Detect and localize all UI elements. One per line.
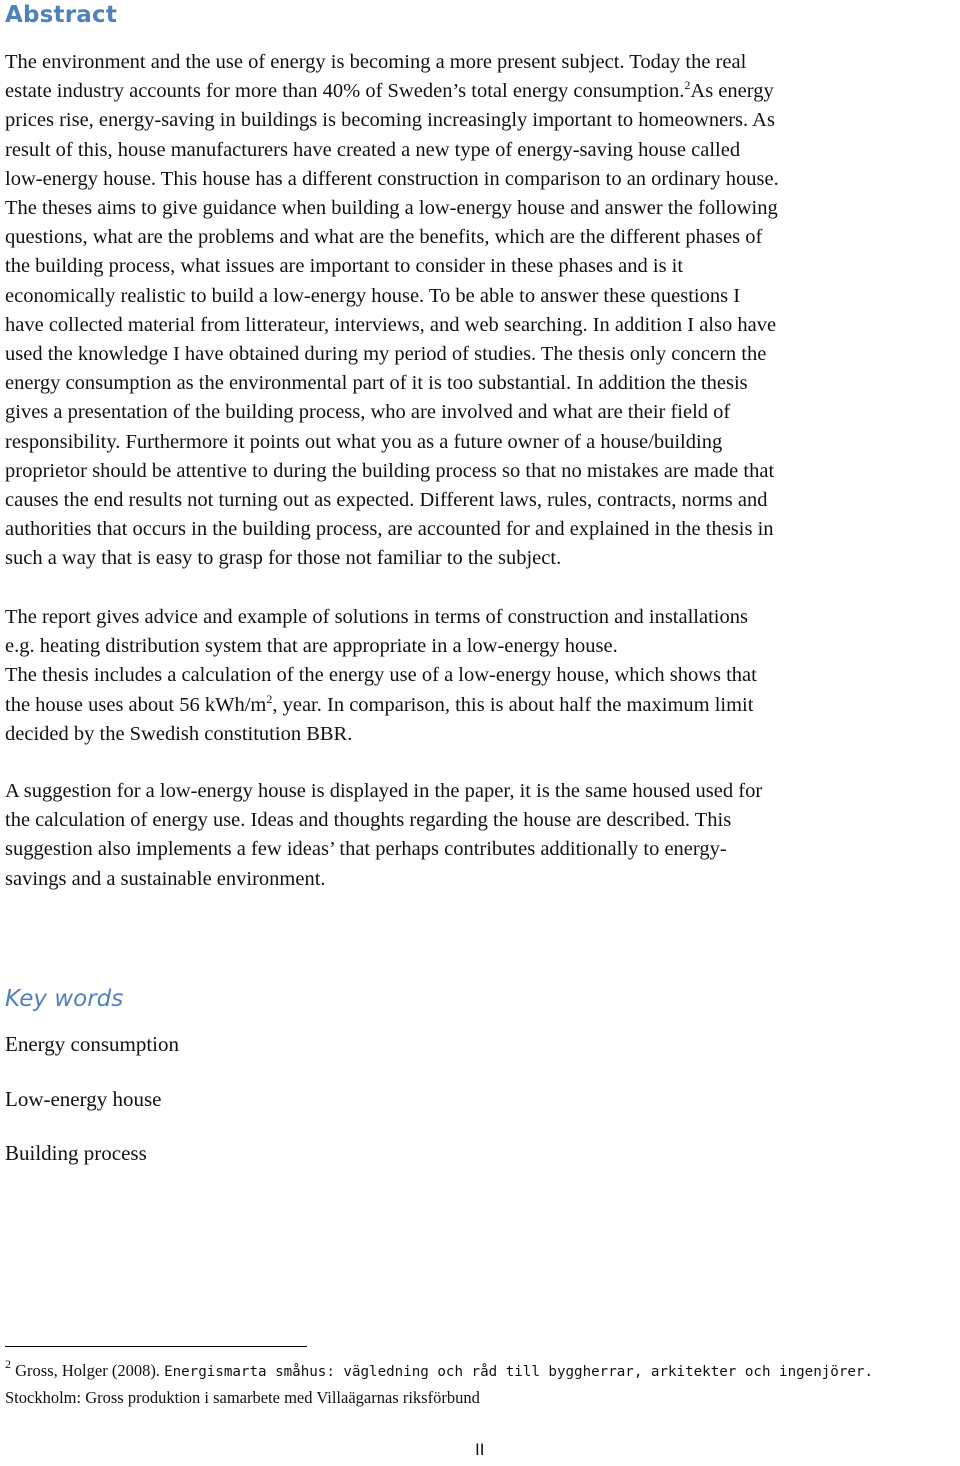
abstract-paragraph-3 xyxy=(5,777,958,894)
keyword-item: Low-energy house xyxy=(5,1087,162,1111)
text-line-content: economically realistic to build a low-energy house. To be able to answer these questions I xyxy=(5,284,741,307)
text-line xyxy=(5,661,958,690)
superscript: 2 xyxy=(684,78,691,93)
text-line-content: proprietor should be attentive to during the building process so that no mistakes are made that xyxy=(5,459,775,482)
text-line xyxy=(5,720,958,749)
text-line-content: the house uses about 56 kWh/m xyxy=(5,693,267,716)
text-line xyxy=(5,77,958,106)
text-line-content: have collected material from litterateur, interviews, and web searching. In addition I also have xyxy=(5,313,777,336)
text-line-continuation: As energy xyxy=(690,80,774,103)
text-line xyxy=(5,777,958,806)
text-line-content: causes the end results not turning out as expected. Different laws, rules, contracts, norms and xyxy=(5,489,768,512)
text-line xyxy=(5,603,958,632)
text-line xyxy=(5,428,958,457)
text-line xyxy=(5,340,958,369)
text-line xyxy=(5,544,958,573)
text-line xyxy=(5,865,958,894)
text-line-content: gives a presentation of the building process, who are involved and what are their field of xyxy=(5,401,731,424)
text-line xyxy=(5,691,958,720)
text-line-content: The theses aims to give guidance when building a low-energy house and answer the following xyxy=(5,197,778,220)
text-line-content: The environment and the use of energy is becoming a more present subject. Today the real xyxy=(5,51,747,73)
abstract-paragraph-1 xyxy=(5,48,958,574)
footnote-number: 2 xyxy=(5,1357,11,1371)
text-line-content: the calculation of energy use. Ideas and thoughts regarding the house are described. This xyxy=(5,809,732,832)
text-line-content: result of this, house manufacturers have created a new type of energy-saving house called xyxy=(5,138,741,161)
footnote-title: Energismarta småhus: vägledning och råd till byggherrar, arkitekter och ingenjörer. xyxy=(164,1364,874,1380)
text-line xyxy=(5,194,958,223)
text-line xyxy=(5,136,958,165)
page-number: II xyxy=(475,1440,485,1459)
footnote-author: Gross, Holger (2008). xyxy=(11,1361,165,1380)
text-line xyxy=(5,806,958,835)
abstract-paragraph-2 xyxy=(5,603,958,749)
keyword-item: Building process xyxy=(5,1141,147,1165)
text-line xyxy=(5,515,958,544)
text-line-content: the building process, what issues are important to consider in these phases and is it xyxy=(5,255,684,278)
text-line-content: The thesis includes a calculation of the energy use of a low-energy house, which shows that xyxy=(5,664,757,687)
text-line xyxy=(5,48,958,77)
text-line-content: The report gives advice and example of solutions in terms of construction and installations xyxy=(5,606,748,628)
text-line-content: suggestion also implements a few ideas’ that perhaps contributes additionally to energy- xyxy=(5,838,727,861)
text-line-content: e.g. heating distribution system that are appropriate in a low-energy house. xyxy=(5,635,618,658)
text-line-content: such a way that is easy to grasp for those not familiar to the subject. xyxy=(5,547,562,570)
text-line xyxy=(5,632,958,661)
text-line xyxy=(5,311,958,340)
text-line-content: estate industry accounts for more than 40% of Sweden’s total energy consumption. xyxy=(5,80,685,103)
text-line xyxy=(5,165,958,194)
text-line-content: responsibility. Furthermore it points out what you as a future owner of a house/building xyxy=(5,430,723,453)
text-line xyxy=(5,486,958,515)
text-line xyxy=(5,252,958,281)
text-line-content: prices rise, energy-saving in buildings is becoming increasingly important to homeowners. As xyxy=(5,109,775,132)
footnote xyxy=(5,1358,873,1411)
footnote-separator xyxy=(5,1346,307,1347)
text-line xyxy=(5,223,958,252)
text-line-content: energy consumption as the environmental part of it is too substantial. In addition the thesis xyxy=(5,372,748,395)
footnote-line-1 xyxy=(5,1358,873,1385)
text-line xyxy=(5,369,958,398)
abstract-heading: Abstract xyxy=(5,2,118,28)
text-line xyxy=(5,106,958,135)
text-line xyxy=(5,835,958,864)
superscript: 2 xyxy=(266,691,273,706)
key-words-heading: Key words xyxy=(5,986,124,1012)
text-line-content: authorities that occurs in the building process, are accounted for and explained in the thesis in xyxy=(5,518,774,541)
text-line-content: questions, what are the problems and what are the benefits, which are the different phases of xyxy=(5,226,763,249)
footnote-line-2: Stockholm: Gross produktion i samarbete med Villaägarnas riksförbund xyxy=(5,1388,480,1407)
text-line xyxy=(5,398,958,427)
text-line-continuation: , year. In comparison, this is about half the maximum limit xyxy=(272,693,754,716)
text-line xyxy=(5,282,958,311)
text-line-content: savings and a sustainable environment. xyxy=(5,867,326,890)
text-line-content: low-energy house. This house has a different construction in comparison to an ordinary house. xyxy=(5,167,779,190)
text-line xyxy=(5,457,958,486)
text-line-content: used the knowledge I have obtained during my period of studies. The thesis only concern the xyxy=(5,343,767,366)
text-line-content: A suggestion for a low-energy house is displayed in the paper, it is the same housed used for xyxy=(5,780,763,802)
keyword-item: Energy consumption xyxy=(5,1032,180,1056)
text-line-content: decided by the Swedish constitution BBR. xyxy=(5,722,353,745)
